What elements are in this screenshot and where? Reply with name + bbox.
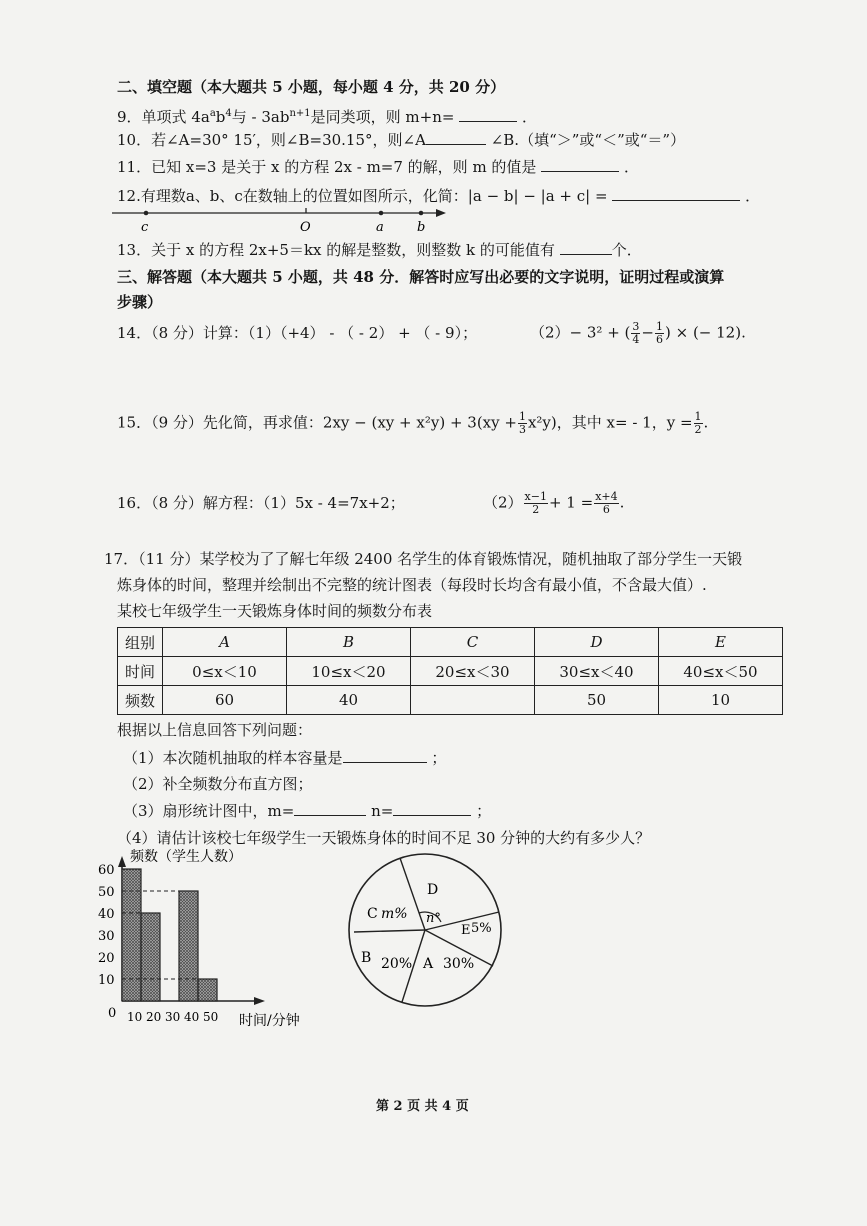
table-title: 某校七年级学生一天锻炼身体时间的频数分布表 [117, 602, 433, 620]
q9-text-b: b [215, 108, 226, 126]
table-cell: 频数 [118, 686, 163, 715]
y-tick-label: 10 [98, 973, 115, 988]
point-c [144, 211, 149, 216]
x-tick-label: 40 [184, 1010, 200, 1024]
x-tick-label: 10 [127, 1010, 143, 1024]
q9-answer-blank[interactable] [459, 107, 517, 122]
table-cell: A [163, 628, 287, 657]
q17-sub3-n: n= [371, 802, 394, 820]
q16-f2-den: 6 [602, 503, 610, 516]
q16-f1-den: 2 [532, 503, 540, 516]
q16-part1: （8 分）解方程：（1）5x - 4=7x+2； [151, 494, 405, 512]
q17-sub1-text: （1）本次随机抽取的样本容量是 [123, 749, 343, 767]
q13-answer-blank[interactable] [560, 240, 612, 255]
q15-text: （9 分）先化简，再求值：2xy − (xy + x²y) + 3(xy + [151, 413, 517, 432]
m-blank[interactable] [294, 801, 366, 816]
y-tick-label: 40 [98, 907, 115, 922]
q16-fraction-2 [594, 491, 618, 516]
q11-answer-blank[interactable] [541, 157, 619, 172]
q15-fraction [518, 411, 527, 436]
q16-number: 16． [117, 494, 152, 512]
q9-text-c: 与 - 3ab [231, 108, 290, 126]
q15-text2: x²y)，其中 x= - 1，y = [527, 413, 693, 432]
table-row [118, 657, 783, 686]
q14-fraction-1 [631, 321, 640, 346]
table-cell: 10≤x＜20 [287, 657, 411, 686]
q9-text-d: 是同类项，则 m+n= [310, 108, 455, 126]
q13-text-b: 个． [611, 241, 642, 259]
pie-label-a: A [423, 956, 434, 972]
table-cell: E [659, 628, 783, 657]
q17-sub1-end: ； [431, 749, 447, 767]
section-3-title: 三、解答题（本大题共 5 小题，共 48 分．解答时应写出必要的文字说明，证明过程或演算 [117, 268, 725, 286]
pie-value-b: 20% [381, 956, 413, 972]
q17-line2: 炼身体的时间，整理并绘制出不完整的统计图表（每段时长均含有最小值，不含最大值）. [117, 576, 707, 594]
pie-value-d: n° [426, 911, 441, 926]
x-axis-arrow [254, 997, 265, 1005]
point-a [379, 211, 384, 216]
q14-f1-den: 4 [632, 333, 640, 346]
q15-number: 15． [117, 413, 152, 432]
table-cell: 50 [535, 686, 659, 715]
x-tick-label: 50 [203, 1010, 219, 1024]
x-axis-label: 时间/分钟 [239, 1013, 300, 1029]
q16-f2-num: x+4 [595, 490, 618, 503]
q17-sub3 [123, 801, 491, 821]
table-cell: 0≤x＜10 [163, 657, 287, 686]
table-row [118, 686, 783, 715]
q17-number: 17． [104, 550, 139, 568]
number-line [110, 203, 450, 235]
question-14-part2 [530, 321, 746, 346]
question-15 [117, 411, 708, 436]
pie-label-c: C [367, 906, 378, 922]
q13-number: 13． [117, 241, 152, 259]
table-cell: 60 [163, 686, 287, 715]
histogram [96, 845, 326, 1035]
q15-y-fraction [694, 411, 703, 436]
pie-chart [345, 850, 505, 1010]
label-b: b [417, 220, 426, 235]
table-cell: 40≤x＜50 [659, 657, 783, 686]
q12-answer-blank[interactable] [612, 186, 740, 201]
q17-prompt: 根据以上信息回答下列问题： [117, 721, 313, 739]
table-cell: 40 [287, 686, 411, 715]
pie-label-d: D [427, 882, 439, 898]
q10-answer-blank[interactable] [426, 130, 486, 145]
q14-part2a: （2）− 3² + ( [530, 323, 631, 342]
q9-end: ． [522, 108, 538, 126]
question-10 [117, 130, 685, 150]
pie-label-e: E [461, 923, 471, 938]
y-axis-arrow [118, 856, 126, 867]
q12-number: 12. [117, 187, 141, 205]
y-tick-label: 60 [98, 863, 115, 878]
q10-number: 10． [117, 131, 152, 149]
pie-value-a: 30% [443, 956, 475, 972]
page-number: 第 2 页 共 4 页 [376, 1099, 469, 1114]
question-14 [117, 323, 477, 343]
q12-end: ． [745, 187, 761, 205]
q14-part2b: ) × (− 12). [664, 323, 746, 342]
question-17 [104, 549, 742, 569]
n-blank[interactable] [393, 801, 471, 816]
question-16 [117, 493, 405, 513]
table-cell: 10 [659, 686, 783, 715]
q11-end: ． [624, 158, 640, 176]
q12-text: 有理数a、b、c在数轴上的位置如图所示，化简：|a − b| − |a + c| = [140, 187, 608, 205]
q17-sub1 [123, 748, 446, 768]
question-11 [117, 157, 639, 177]
label-c: c [141, 220, 149, 235]
q9-exp-3: n+1 [289, 108, 311, 119]
pie-label-b: B [361, 950, 372, 966]
table-cell: C [411, 628, 535, 657]
q9-number: 9． [117, 108, 142, 126]
origin-label: 0 [108, 1006, 117, 1021]
table-row [118, 628, 783, 657]
q17-line1: （11 分）某学校为了了解七年级 2400 名学生的体育锻炼情况，随机抽取了部分学生一天锻 [138, 550, 743, 568]
q17-sub4: （4）请估计该校七年级学生一天锻炼身体的时间不足 30 分钟的大约有多少人？ [117, 829, 651, 847]
q14-f2-den: 6 [655, 333, 663, 346]
label-origin: O [300, 220, 311, 235]
q16-f1-num: x−1 [524, 490, 547, 503]
table-cell: 组别 [118, 628, 163, 657]
q14-f2-num: 1 [655, 320, 663, 333]
q13-text-a: 关于 x 的方程 2x+5＝kx 的解是整数，则整数 k 的可能值有 [151, 241, 555, 259]
q17-sub2: （2）补全频数分布直方图； [123, 775, 313, 793]
q14-minus: − [641, 323, 654, 342]
label-a: a [376, 220, 384, 235]
q15-y-num: 1 [694, 410, 702, 423]
q9-exp-1: a [209, 108, 216, 119]
pie-value-e: 5% [471, 921, 492, 936]
x-tick-label: 20 [146, 1010, 162, 1024]
table-cell-empty[interactable] [411, 686, 535, 715]
q11-number: 11． [117, 158, 152, 176]
q15-f-num: 1 [518, 410, 526, 423]
q14-fraction-2 [655, 321, 664, 346]
q15-f-den: 3 [518, 423, 526, 436]
q11-text: 已知 x=3 是关于 x 的方程 2x - m=7 的解，则 m 的值是 [151, 158, 537, 176]
y-tick-label: 30 [98, 929, 115, 944]
question-13 [117, 240, 642, 260]
frequency-table [117, 627, 783, 715]
q14-number: 14． [117, 324, 152, 342]
q16-fraction-1 [524, 491, 548, 516]
x-tick-label: 30 [165, 1010, 181, 1024]
question-16-part2 [483, 491, 624, 516]
q10-text-b: ∠B.（填“＞”或“＜”或“＝”） [490, 131, 686, 149]
q16-end: . [619, 493, 625, 512]
histogram-bar [141, 913, 160, 1001]
pie-divider-bc [354, 930, 425, 932]
question-9 [117, 104, 537, 127]
table-cell: 时间 [118, 657, 163, 686]
sample-size-blank[interactable] [343, 748, 427, 763]
q9-text-a: 单项式 4a [141, 108, 210, 126]
table-cell: D [535, 628, 659, 657]
q15-end: . [703, 413, 709, 432]
q14-part1: （8 分）计算：（1）（+4） - （ - 2） + （ - 9）； [151, 324, 478, 342]
y-tick-label: 50 [98, 885, 115, 900]
q9-exp-2: 4 [225, 108, 232, 119]
y-tick-label: 20 [98, 951, 115, 966]
section-3-title-cont: 步骤） [117, 293, 163, 311]
table-cell: 30≤x＜40 [535, 657, 659, 686]
pie-value-c: m% [381, 906, 408, 922]
point-b [419, 211, 424, 216]
number-line-arrow [436, 209, 446, 217]
q14-f1-num: 3 [632, 320, 640, 333]
table-cell: 20≤x＜30 [411, 657, 535, 686]
q15-y-den: 2 [694, 423, 702, 436]
section-2-title: 二、填空题（本大题共 5 小题，每小题 4 分，共 20 分） [117, 78, 506, 96]
q10-text-a: 若∠A=30° 15′，则∠B=30.15°，则∠A [151, 131, 426, 149]
histogram-bar [179, 891, 198, 1001]
q16-mid: + 1 = [548, 493, 594, 512]
histogram-bar [198, 979, 217, 1001]
q17-sub3-end: ； [476, 802, 492, 820]
q17-sub3-m: （3）扇形统计图中，m= [123, 802, 295, 820]
q16-part2-label: （2） [483, 493, 523, 512]
y-axis-label: 频数（学生人数） [130, 849, 242, 865]
histogram-bar [122, 869, 141, 1001]
table-cell: B [287, 628, 411, 657]
